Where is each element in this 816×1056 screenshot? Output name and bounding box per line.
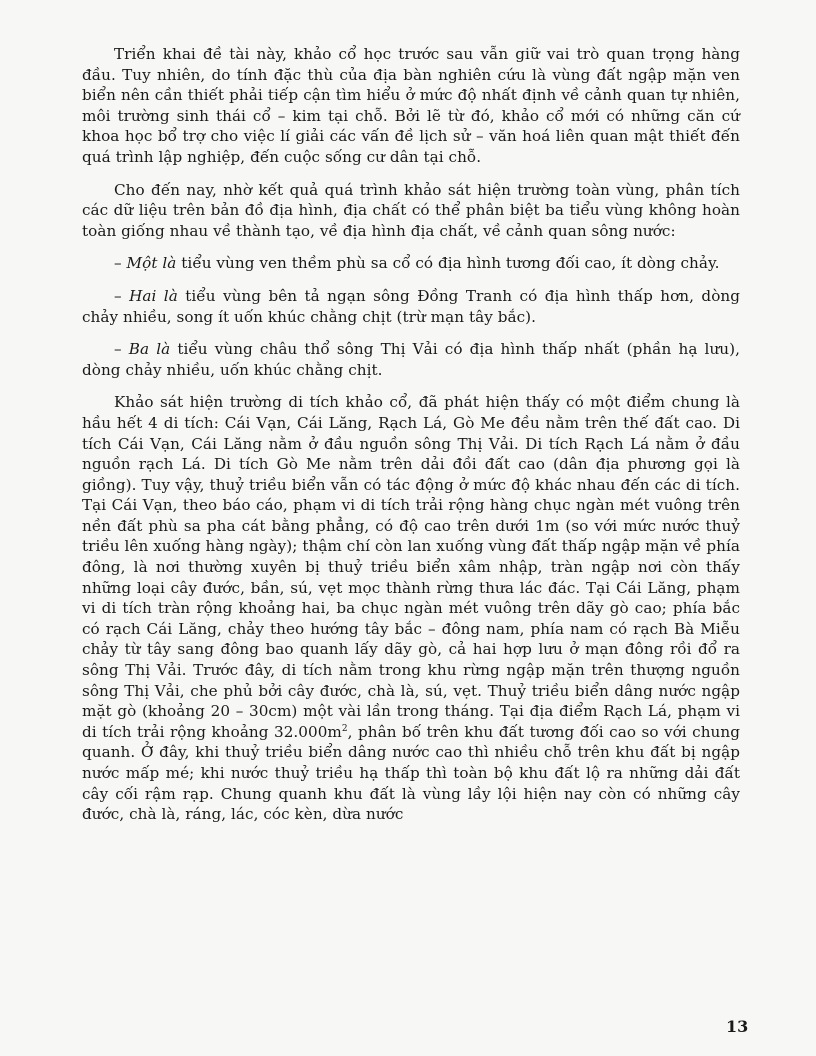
list-item-lead: Hai là xyxy=(129,286,178,305)
paragraph-intro: Triển khai đề tài này, khảo cổ học trước sau vẫn giữ vai trò quan trọng hàng đầu. Tuy nhiên, do tính đặc thù của địa bàn nghiên cứu là vùng đất ngập mặn ven biển nên cần thiết phải tiếp cận tìm hiểu ở mức độ nhất định về cảnh quan tự nhiên, môi trường sinh thái cổ – kim tại chỗ. Bởi lẽ từ đó, khảo cổ mới có những căn cứ khoa học bổ trợ cho việc lí giải các vấn đề lịch sử – văn hoá liên quan mật thiết đến quá trình lập nghiệp, đến cuộc sống cư dân tại chỗ. xyxy=(82,45,740,166)
list-item-lead: Một là xyxy=(126,254,177,273)
list-item-text: tiểu vùng ven thềm phù sa cổ có địa hình tương đối cao, ít dòng chảy. xyxy=(176,254,720,273)
list-item-text: tiểu vùng bên tả ngạn sông Đồng Tranh có địa hình thấp hơn, dòng chảy nhiều, song ít uốn khúc chằng chịt (trừ mạn tây bắc). xyxy=(82,286,740,326)
list-item-three xyxy=(82,339,740,380)
paragraph-text-part: , phân bố trên khu đất tương đối cao so với chung quanh. Ở đây, khi thuỷ triều biển dâng nước cao thì nhiều chỗ trên khu đất bị ngập nước mấp mé; khi nước thuỷ triều hạ thấp thì toàn bộ khu đất lộ ra những dải đất cây cối rậm rạp. Chung quanh khu đất là vùng lầy lội hiện nay còn có những cây đước, chà là, ráng, lác, cóc kèn, dừa nước xyxy=(82,722,740,824)
list-item-lead: Ba là xyxy=(128,340,171,359)
superscript: 2 xyxy=(341,723,348,734)
paragraph-field-survey xyxy=(82,392,740,824)
paragraph-text-part: Khảo sát hiện trường di tích khảo cổ, đã phát hiện thấy có một điểm chung là hầu hết 4 di tích: Cái Vạn, Cái Lăng, Rạch Lá, Gò Me đều nằm trên thế đất cao. Di tích Cái Vạn, Cái Lăng nằm ở đầu nguồn sông Thị Vải. Di tích Rạch Lá nằm ở đầu nguồn rạch Lá. Di tích Gò Me nằm trên dải đồi đất cao (dân địa phương gọi là giồng). Tuy vậy, thuỷ triều biển vẫn có tác động ở mức độ khác nhau đến các di tích. Tại Cái Vạn, theo báo cáo, phạm vi di tích trải rộng hàng chục ngàn mét vuông trên nền đất phù sa pha cát bằng phẳng, có độ cao trên dưới 1m (so với mức nước thuỷ triều lên xuống hàng ngày); thậm chí còn lan xuống vùng đất thấp ngập mặn về phía đông, là nơi thường xuyên bị thuỷ triều biển xâm nhập, tràn ngập nơi còn thấy những loại cây đước, bần, sú, vẹt mọc thành rừng thưa lác đác. Tại Cái Lăng, phạm vi di tích tràn rộng khoảng hai, ba chục ngàn mét vuông trên dãy gò cao; phía bắc có rạch Cái Lăng, chảy theo hướng tây bắc – đông nam, phía nam có rạch Bà Miễu chảy từ tây sang đông bao quanh lấy dãy gò, cả hai hợp lưu ở mạn đông rồi đổ ra sông Thị Vải. Trước đây, di tích nằm trong khu rừng ngập mặn trên thượng nguồn sông Thị Vải, che phủ bởi cây đước, chà là, sú, vẹt. Thuỷ triều biển dâng nước ngập mặt gò (khoảng 20 – 30cm) một vài lần trong tháng. Tại địa điểm Rạch Lá, phạm vi di tích trải rộng khoảng 32.000m xyxy=(82,393,740,741)
list-dash: – xyxy=(114,286,130,305)
list-item-two xyxy=(82,286,740,327)
list-dash: – xyxy=(114,340,129,359)
list-item-one xyxy=(82,253,740,274)
list-item-text: tiểu vùng châu thổ sông Thị Vải có địa hình thấp nhất (phần hạ lưu), dòng chảy nhiều, uốn khúc chằng chịt. xyxy=(82,340,740,379)
paragraph-subregions: Cho đến nay, nhờ kết quả quá trình khảo sát hiện trường toàn vùng, phân tích các dữ liệu trên bản đồ địa hình, địa chất có thể phân biệt ba tiểu vùng không hoàn toàn giống nhau về thành tạo, về địa hình địa chất, về cảnh quan sông nước: xyxy=(82,180,740,240)
page-number: 13 xyxy=(726,1017,749,1036)
list-dash: – xyxy=(114,254,127,273)
